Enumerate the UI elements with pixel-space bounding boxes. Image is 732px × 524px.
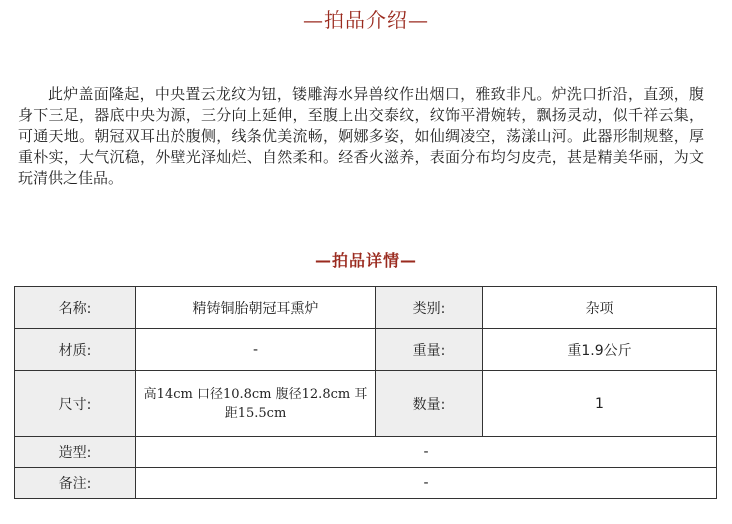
size-label: 尺寸:	[15, 371, 136, 437]
table-row	[15, 468, 717, 499]
details-table	[14, 286, 717, 499]
table-row	[15, 437, 717, 468]
intro-paragraph: 此炉盖面隆起，中央置云龙纹为钮，镂雕海水异兽纹作出烟口，雅致非凡。炉洗口折沿，直颈，腹身下三足，器底中央为源，三分向上延伸，至腹上出交泰纹，纹饰平滑婉转，飘扬灵动，似千祥云集，可通天地。朝冠双耳出於腹侧，线条优美流畅，婀娜多姿，如仙绸凌空，荡漾山河。此器形制规整，厚重朴实，大气沉稳，外壁光泽灿烂、自然柔和。经香火滋养，表面分布均匀皮壳，甚是精美华丽，为文玩清供之佳品。	[18, 85, 704, 187]
weight-value: 重1.9公斤	[483, 329, 717, 371]
shape-label: 造型:	[15, 437, 136, 468]
details-section-title: —拍品详情—	[314, 251, 417, 270]
remarks-value: -	[136, 468, 717, 499]
table-row	[15, 371, 717, 437]
intro-section-title: —拍品介绍—	[303, 8, 429, 32]
name-value: 精铸铜胎朝冠耳熏炉	[136, 287, 376, 329]
quantity-value: 1	[483, 371, 717, 437]
size-value: 高14cm 口径10.8cm 腹径12.8cm 耳距15.5cm	[136, 371, 376, 437]
weight-label: 重量:	[376, 329, 483, 371]
shape-value: -	[136, 437, 717, 468]
category-label: 类别:	[376, 287, 483, 329]
table-row	[15, 329, 717, 371]
quantity-label: 数量:	[376, 371, 483, 437]
material-label: 材质:	[15, 329, 136, 371]
remarks-label: 备注:	[15, 468, 136, 499]
category-value: 杂项	[483, 287, 717, 329]
table-row	[15, 287, 717, 329]
material-value: -	[136, 329, 376, 371]
name-label: 名称:	[15, 287, 136, 329]
